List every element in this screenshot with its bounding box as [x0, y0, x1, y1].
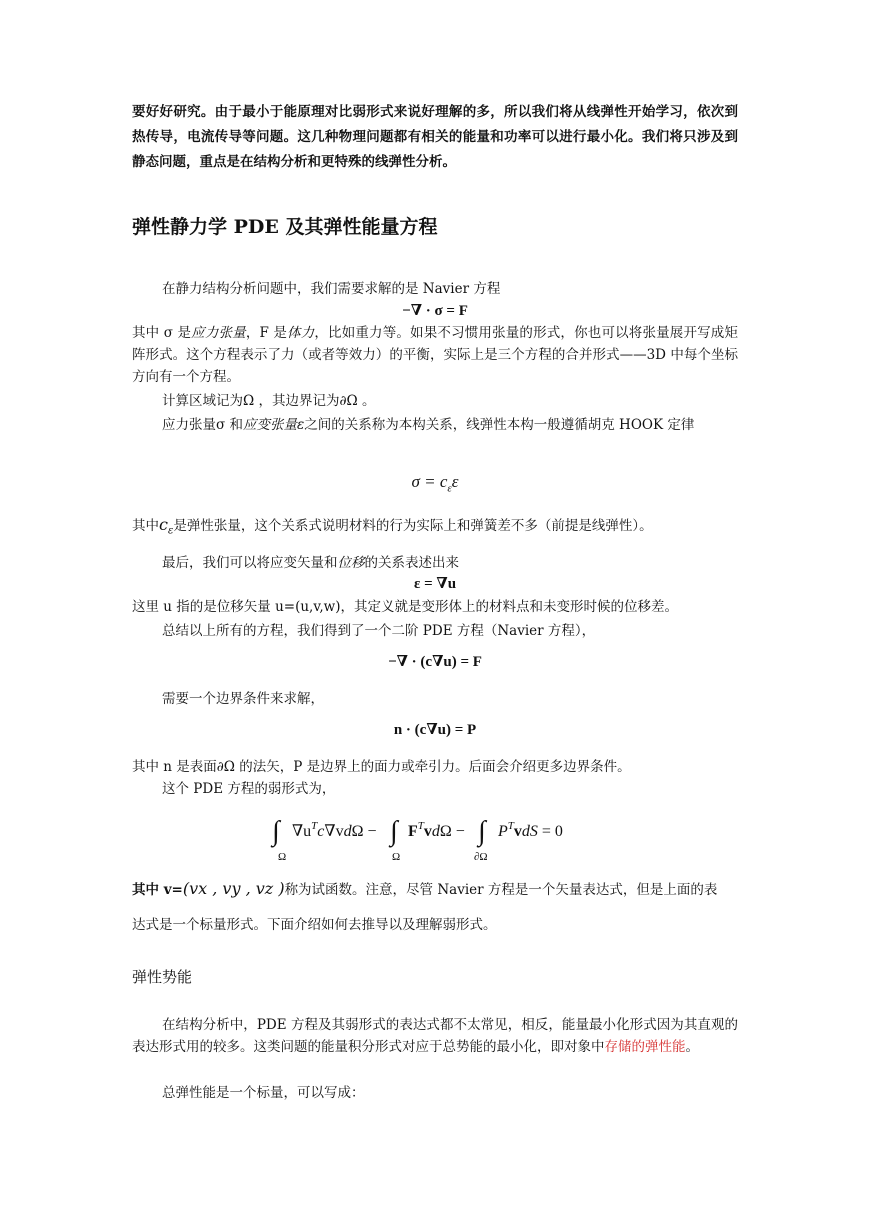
- section-heading: 弹性静力学 PDE 及其弹性能量方程: [132, 216, 438, 238]
- subsection-heading: 弹性势能: [132, 968, 193, 986]
- paragraph-stress-definition: 其中 σ 是应力张量，F 是体力，比如重力等。如果不习惯用张量的形式，你也可以将张量展开写成矩阵形式。这个方程表示了力（或者等效力）的平衡，实际上是三个方程的合并形式——3D 中每个坐标方向有一个方程。: [132, 325, 738, 385]
- paragraph-displacement-intro: 最后，我们可以将应变矢量和位移的关系表述出来: [162, 555, 459, 571]
- intro-paragraph: 要好好研究。由于最小于能原理对比弱形式来说好理解的多，所以我们将从线弹性开始学习，依次到热传导，电流传导等问题。这几种物理问题都有相关的能量和功率可以进行最小化。我们将只涉及到静态问题，重点是在结构分析和更特殊的线弹性分析。: [132, 104, 738, 170]
- equation-strain: ε = ∇u: [413, 576, 457, 592]
- paragraph-elastic-tensor: 其中$c_\varepsilon$是弹性张量，这个关系式说明材料的行为实际上和弹簧差不多（前提是线弹性）。: [132, 515, 653, 537]
- svg-text:Ω: Ω: [278, 851, 287, 863]
- paragraph-total-energy: 总弹性能是一个标量，可以写成：: [162, 1085, 365, 1101]
- paragraph-displacement-vector: 这里 u 指的是位移矢量 u=(u,v,w)，其定义就是变形体上的材料点和未变形时候的位移差。: [132, 599, 678, 615]
- svg-text:∫: ∫: [478, 816, 486, 847]
- paragraph-boundary-intro: 需要一个边界条件来求解，: [162, 691, 324, 707]
- weak-form-graphic: [270, 806, 600, 866]
- svg-text:PTvdS = 0: $P^TvdS = 0$: [498, 820, 563, 840]
- svg-text:∇uTc∇vdΩ −: $\nabla u^Tc\nabla vd\Omega$ −: [292, 820, 377, 840]
- paragraph-summary: 总结以上所有的方程，我们得到了一个二阶 PDE 方程（Navier 方程），: [162, 623, 596, 639]
- equation-weak-form: [132, 806, 738, 866]
- svg-text:Ω: Ω: [392, 851, 401, 863]
- paragraph-normal: 其中 n 是表面∂Ω 的法矢，P 是边界上的面力或牵引力。后面会介绍更多边界条件。: [132, 759, 631, 775]
- paragraph-potential-energy: 在结构分析中，PDE 方程及其弱形式的表达式都不太常见，相反，能量最小化形式因为其直观的表达形式用的较多。这类问题的能量积分形式对应于总势能的最小化，即对象中存储的弹性能。: [132, 1017, 738, 1055]
- svg-text:∂Ω: ∂Ω: [474, 851, 488, 863]
- paragraph-navier-intro: 在静力结构分析问题中，我们需要求解的是 Navier 方程: [162, 281, 501, 297]
- paragraph-weak-form-intro: 这个 PDE 方程的弱形式为，: [162, 781, 336, 797]
- paragraph-domain: 计算区域记为Ω ，其边界记为∂Ω 。: [162, 393, 376, 409]
- equation-navier-second-order: −∇ · (c∇u) = F: [388, 654, 482, 670]
- svg-text:FTvdΩ −: $F^Tvd\Omega$ −: [408, 820, 465, 840]
- equation-navier: −∇ · σ = F: [402, 303, 468, 319]
- paragraph-scalar-form: 达式是一个标量形式。下面介绍如何去推导以及理解弱形式。: [132, 917, 497, 933]
- paragraph-test-function: 其中 v=(vx , vy , vz )称为试函数。注意，尽管 Navier 方程是一个矢量表达式，但是上面的表: [132, 879, 718, 898]
- svg-text:∫: ∫: [272, 816, 280, 847]
- equation-hooke: $\sigma = c_\varepsilon\varepsilon$: [411, 472, 459, 495]
- equation-boundary: n · (c∇u) = P: [393, 722, 477, 738]
- svg-text:∫: ∫: [390, 816, 398, 847]
- paragraph-constitutive: 应力张量σ 和应变张量ε之间的关系称为本构关系，线弹性本构一般遵循胡克 HOOK 定律: [162, 417, 695, 433]
